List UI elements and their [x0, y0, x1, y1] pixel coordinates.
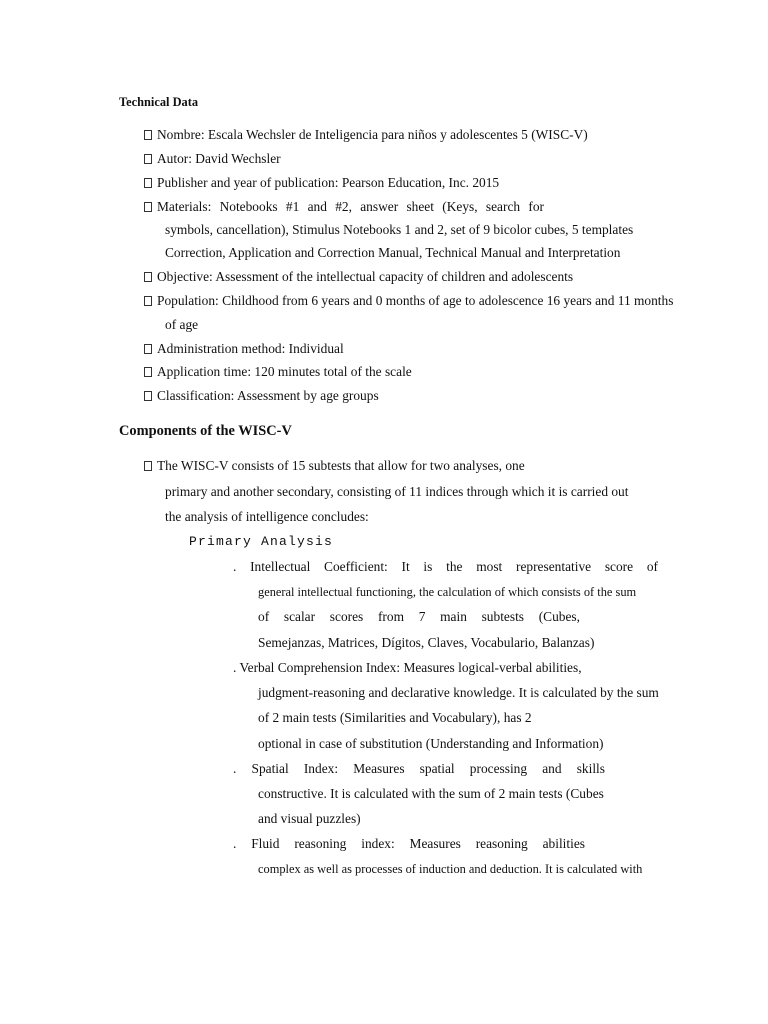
bullet-icon: [144, 130, 152, 140]
bullet-icon: [144, 178, 152, 188]
list-item: Materials: Notebooks #1 and #2, answer sheet (Keys, search for: [144, 198, 544, 216]
list-item: Objective: Assessment of the intellectual capacity of children and adolescents: [144, 268, 573, 286]
bullet-icon: [144, 296, 152, 306]
index-title: . Intellectual Coefficient: It is the most representative score of: [233, 559, 658, 574]
index-text: optional in case of substitution (Understanding and Information): [258, 736, 604, 751]
index-title: . Spatial Index: Measures spatial processing and skills: [233, 761, 605, 776]
bullet-icon: [144, 344, 152, 354]
index-text: general intellectual functioning, the calculation of which consists of the sum: [258, 585, 637, 599]
bullet-icon: [144, 154, 152, 164]
technical-data-heading: Technical Data: [119, 95, 199, 109]
intro-paragraph: The WISC-V consists of 15 subtests that allow for two analyses, one: [144, 457, 525, 475]
bullet-icon: [144, 272, 152, 282]
list-item-continuation: Correction, Application and Correction Manual, Technical Manual and Interpretation: [165, 245, 621, 260]
index-text: judgment-reasoning and declarative knowledge. It is calculated by the sum: [258, 685, 659, 700]
list-item: Publisher and year of publication: Pearson Education, Inc. 2015: [144, 174, 499, 192]
list-item-continuation: symbols, cancellation), Stimulus Notebooks 1 and 2, set of 9 bicolor cubes, 5 templates: [165, 222, 634, 237]
index-text: and visual puzzles): [258, 811, 361, 826]
intro-continuation: primary and another secondary, consisting of 11 indices through which it is carried out: [165, 484, 629, 499]
list-item: Autor: David Wechsler: [144, 150, 281, 168]
intro-continuation: the analysis of intelligence concludes:: [165, 509, 369, 524]
index-text: of scalar scores from 7 main subtests (Cubes,: [258, 609, 580, 624]
index-text: of 2 main tests (Similarities and Vocabulary), has 2: [258, 710, 532, 725]
list-item: Administration method: Individual: [144, 340, 344, 358]
index-text: complex as well as processes of induction and deduction. It is calculated with: [258, 862, 643, 876]
list-item: Nombre: Escala Wechsler de Inteligencia para niños y adolescentes 5 (WISC-V): [144, 126, 588, 144]
bullet-icon: [144, 367, 152, 377]
index-title: . Fluid reasoning index: Measures reasoning abilities: [233, 836, 585, 851]
bullet-icon: [144, 202, 152, 212]
list-item: Application time: 120 minutes total of the scale: [144, 363, 412, 381]
index-text: Semejanzas, Matrices, Dígitos, Claves, Vocabulario, Balanzas): [258, 635, 595, 650]
primary-analysis-label: Primary Analysis: [189, 534, 334, 549]
index-title: . Verbal Comprehension Index: Measures logical-verbal abilities,: [233, 660, 582, 675]
list-item: Population: Childhood from 6 years and 0 months of age to adolescence 16 years and 11 months: [144, 292, 673, 310]
list-item: Classification: Assessment by age groups: [144, 387, 379, 405]
bullet-icon: [144, 461, 152, 471]
index-text: constructive. It is calculated with the sum of 2 main tests (Cubes: [258, 786, 604, 801]
components-heading: Components of the WISC-V: [119, 423, 292, 439]
list-item-continuation: of age: [165, 317, 199, 332]
bullet-icon: [144, 391, 152, 401]
